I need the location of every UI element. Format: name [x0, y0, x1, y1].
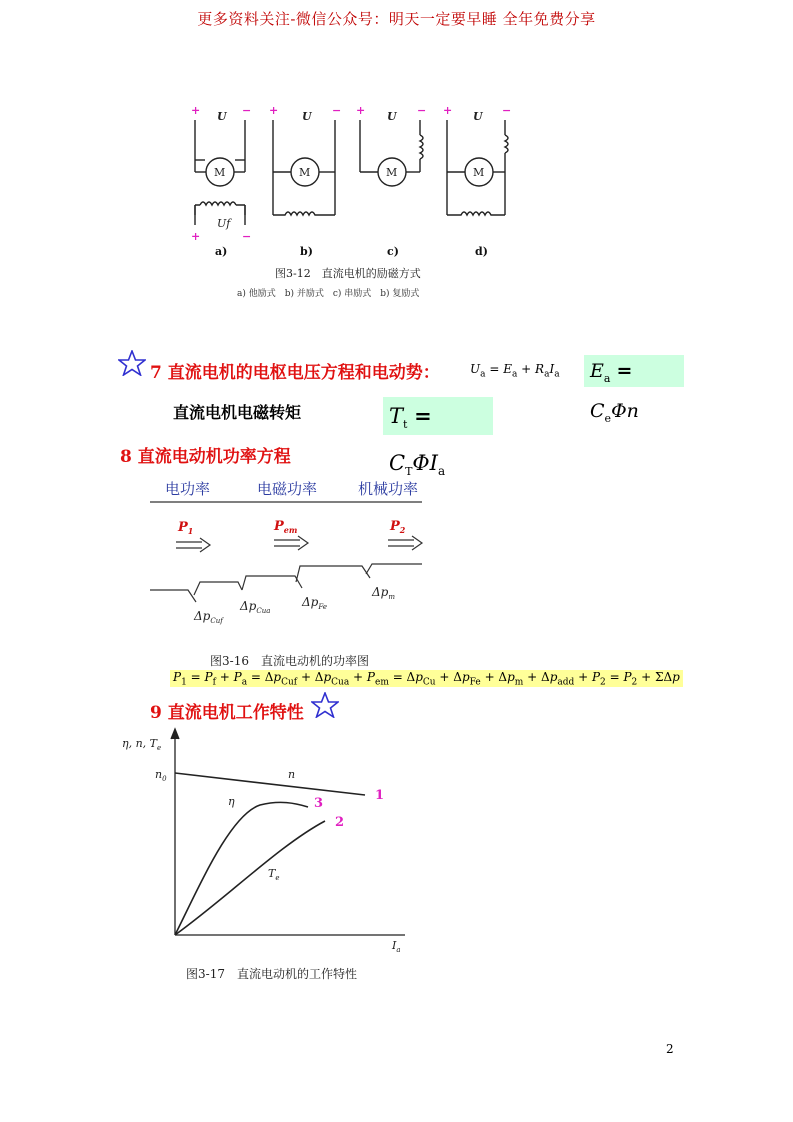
svg-text:ΔpCuf: $\Delta p_{Cuf}$ — [194, 609, 223, 625]
section-8-title: 8 直流电动机功率方程 — [120, 447, 291, 467]
svg-text:+: + — [443, 104, 453, 117]
svg-text:Ia: $I_a$ — [392, 939, 401, 954]
svg-text:ΔpCua: $\Delta p_{Cua}$ — [240, 599, 271, 615]
svg-text:η, n, Te: η, n, $T_e$ — [122, 737, 162, 752]
svg-text:M: M — [473, 166, 485, 179]
svg-text:ΔpFe: $\Delta p_{Fe}$ — [302, 595, 327, 611]
figure-3-17 — [120, 725, 420, 987]
svg-text:P2: $P_2$ — [390, 519, 406, 535]
svg-text:M: M — [386, 166, 398, 179]
power-flow-diagram — [150, 478, 430, 668]
figure-3-17-title: 图3-17 直流电动机的工作特性 — [186, 967, 357, 981]
svg-text:−: − — [242, 104, 252, 117]
torque-label: 直流电机电磁转矩 — [173, 403, 302, 422]
section-7-title: 7 直流电机的电枢电压方程和电动势： — [150, 363, 440, 383]
svg-text:n0: $n_0$ — [155, 768, 167, 783]
svg-text:U: U — [302, 110, 312, 123]
power-equation: $P_1 = P_f + P_a = \Delta p_{Cuf} + \Delta p_{Cua} + P_{em} = \Delta p_{Cu} + \Delta p_{Fe} + \Delta p_m + \Delta p_{add} + P_2 = P_2 + \Sigma\Delta p$ — [170, 670, 683, 687]
page-number: 2 — [666, 1042, 674, 1056]
label-b: b) — [300, 245, 313, 258]
torque-equation: $T_t = C_T\Phi I_a$ — [383, 397, 493, 435]
svg-text:η: η — [228, 795, 235, 808]
curve-label-1: 1 — [375, 788, 385, 803]
star-icon — [118, 350, 146, 380]
figure-3-16 — [150, 478, 430, 668]
emf-equation: $E_a = C_e\Phi n$ — [584, 355, 684, 387]
svg-text:+: + — [269, 104, 279, 117]
figure-3-12 — [165, 100, 515, 310]
svg-text:P1: $P_1$ — [178, 520, 194, 536]
svg-text:+: + — [191, 104, 201, 117]
svg-text:−: − — [332, 104, 342, 117]
label-d: d) — [475, 245, 488, 258]
svg-text:U: U — [387, 110, 397, 123]
svg-text:−: − — [417, 104, 427, 117]
label-c: c) — [387, 245, 399, 258]
characteristics-chart — [120, 725, 420, 965]
svg-text:Uf: Uf — [217, 217, 231, 230]
figure-3-16-title: 图3-16 直流电动机的功率图 — [210, 654, 369, 668]
svg-text:Te: $T_e$ — [268, 867, 280, 882]
svg-text:−: − — [242, 230, 252, 243]
svg-text:M: M — [299, 166, 311, 179]
section-9-title: 9 直流电机工作特性 — [150, 703, 304, 723]
voltage-equation: $U_a = E_a + R_aI_a$ — [470, 362, 560, 380]
svg-text:M: M — [214, 166, 226, 179]
header-electric-power: 电功率 — [165, 480, 211, 498]
star-icon — [311, 692, 339, 722]
svg-text:Pem: $P_{em}$ — [274, 519, 298, 535]
page-header: 更多资料关注-微信公众号：明天一定要早睡 全年免费分享 — [197, 10, 596, 28]
label-a: a) — [215, 245, 228, 258]
curve-label-2: 2 — [335, 815, 345, 830]
figure-3-12-subtitle: a) 他励式 b) 并励式 c) 串励式 b) 复励式 — [237, 289, 420, 299]
figure-3-12-title: 图3-12 直流电机的励磁方式 — [275, 267, 421, 280]
header-em-power: 电磁功率 — [257, 480, 318, 498]
header-mech-power: 机械功率 — [358, 480, 419, 498]
svg-text:+: + — [191, 230, 201, 243]
svg-text:U: U — [217, 110, 227, 123]
svg-text:+: + — [356, 104, 366, 117]
svg-text:−: − — [502, 104, 512, 117]
svg-text:Δpm: $\Delta p_m$ — [372, 585, 395, 601]
curve-label-3: 3 — [314, 796, 324, 811]
svg-text:U: U — [473, 110, 483, 123]
svg-text:n: n — [288, 768, 296, 781]
